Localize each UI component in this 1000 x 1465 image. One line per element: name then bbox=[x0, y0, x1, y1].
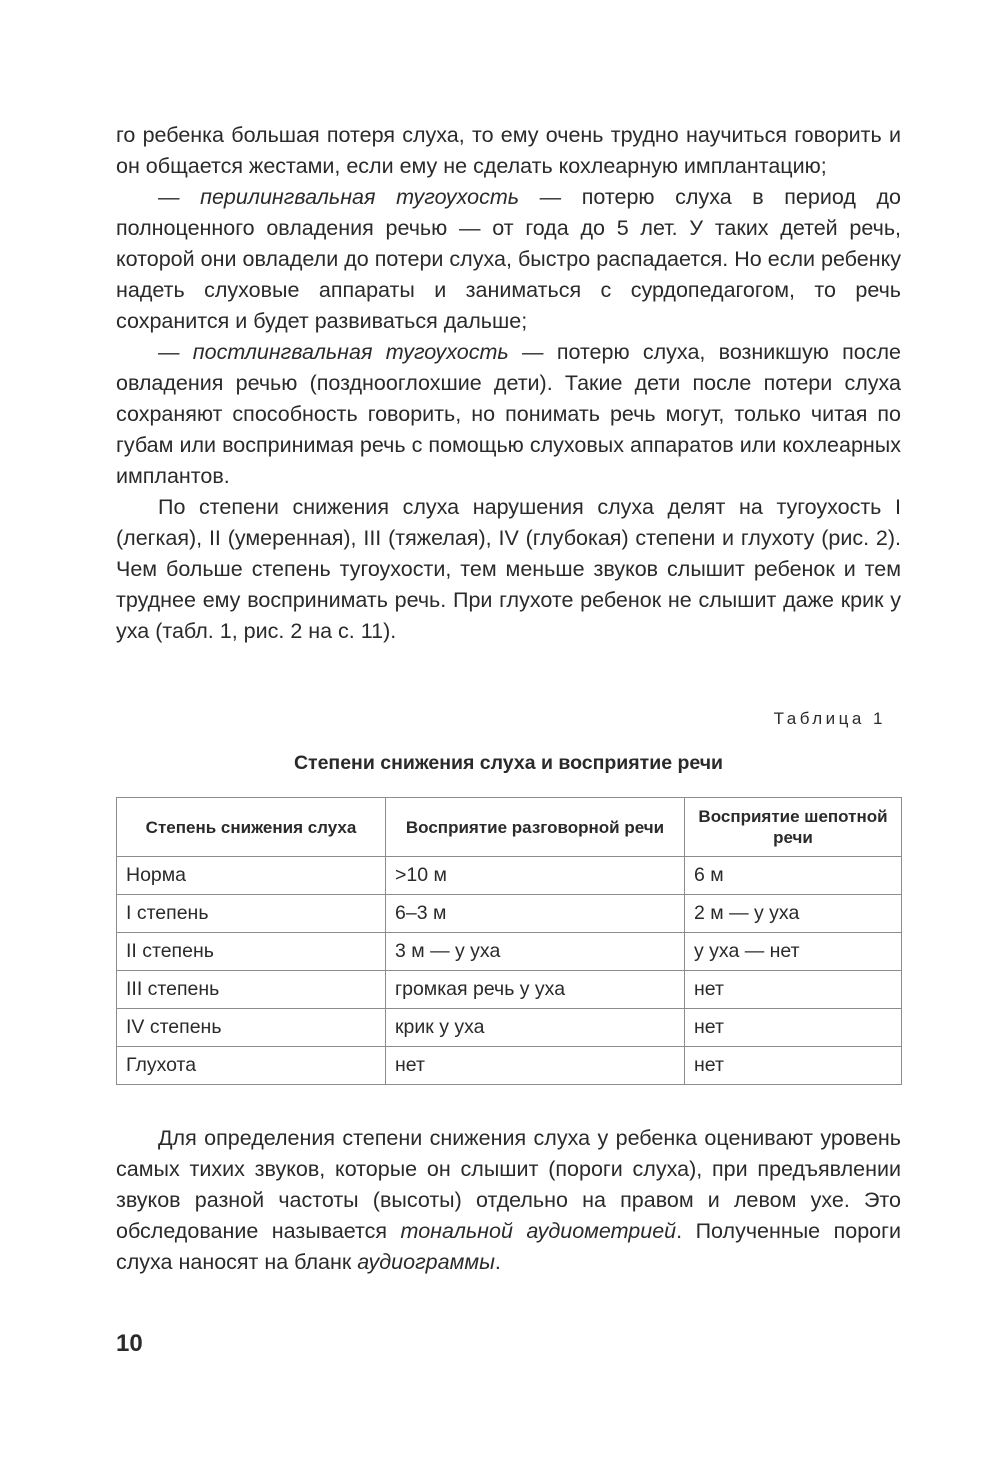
paragraph bbox=[116, 1123, 901, 1278]
text-segment: — потерю слуха в период до полноценного овладения речью — от года до 5 лет. У таких детей речь, которой они овладели до потери слуха, быстро распадается. Но если ребенку надеть слуховые аппараты и заниматься с сурдопедагогом, то речь сохранится и будет развиваться дальше; bbox=[116, 185, 901, 333]
table-cell: 2 м — у уха bbox=[685, 895, 902, 933]
term-italic: аудиограммы bbox=[357, 1250, 495, 1274]
table-row bbox=[117, 1047, 902, 1085]
table-label: Таблица 1 bbox=[773, 709, 886, 728]
text-segment: — bbox=[158, 185, 201, 209]
table-cell: II степень bbox=[117, 933, 386, 971]
paragraph bbox=[116, 120, 901, 182]
term-italic: постлингвальная тугоухость bbox=[192, 340, 509, 364]
table-cell: нет bbox=[685, 1047, 902, 1085]
term-italic: тональной аудиометрией bbox=[400, 1219, 677, 1243]
table-cell: нет bbox=[386, 1047, 685, 1085]
column-header: Восприятие разговорной речи bbox=[386, 798, 685, 857]
table-cell: у уха — нет bbox=[685, 933, 902, 971]
table-cell: нет bbox=[685, 971, 902, 1009]
text-segment: . Полученные пороги слуха наносят на бланк bbox=[116, 1219, 901, 1274]
table-row bbox=[117, 933, 902, 971]
paragraph bbox=[116, 492, 901, 647]
text-block-top bbox=[116, 120, 901, 647]
table-cell: I степень bbox=[117, 895, 386, 933]
table-row bbox=[117, 1009, 902, 1047]
table-title: Степени снижения слуха и восприятие речи bbox=[293, 752, 724, 774]
table-cell: 6 м bbox=[685, 857, 902, 895]
table-row bbox=[117, 971, 902, 1009]
table-cell: IV степень bbox=[117, 1009, 386, 1047]
hearing-loss-table bbox=[116, 797, 902, 1085]
table-cell: Норма bbox=[117, 857, 386, 895]
page-number: 10 bbox=[116, 1330, 143, 1357]
text-segment: . bbox=[494, 1250, 501, 1274]
table-cell: 3 м — у уха bbox=[386, 933, 685, 971]
table-row bbox=[117, 895, 902, 933]
table-cell: III степень bbox=[117, 971, 386, 1009]
text-segment: Для определения степени снижения слуха у ребенка оценивают уровень самых тихих звуков, которые он слышит (пороги слуха), при предъявлении звуков разной частоты (высоты) отдельно на правом и левом ухе. Это обследование называется bbox=[116, 1126, 901, 1243]
table-row bbox=[117, 857, 902, 895]
text-segment: По степени снижения слуха нарушения слуха делят на тугоухость I (легкая), II (умеренная), III (тяжелая), IV (глубокая) степени и глухоту (рис. 2). Чем больше степень тугоухости, тем меньше звуков слышит ребенок и тем труднее ему воспринимать речь. При глухоте ребенок не слышит даже крик у уха (табл. 1, рис. 2 на с. 11). bbox=[116, 495, 901, 643]
text-segment: го ребенка большая потеря слуха, то ему очень трудно научиться говорить и он общается жестами, если ему не сделать кохлеарную имплантацию; bbox=[116, 123, 901, 178]
table-cell: >10 м bbox=[386, 857, 685, 895]
table-cell: 6–3 м bbox=[386, 895, 685, 933]
text-block-bottom bbox=[116, 1123, 901, 1278]
text-segment: — bbox=[158, 340, 193, 364]
column-header: Степень снижения слуха bbox=[117, 798, 386, 857]
term-italic: перилингвальная тугоухость bbox=[200, 185, 520, 209]
text-segment: — потерю слуха, возникшую после овладения речью (позднооглохшие дети). Такие дети после потери слуха сохраняют способность говорить, но понимать речь могут, только читая по губам или воспринимая речь с помощью слуховых аппаратов или кохлеарных имплантов. bbox=[116, 340, 901, 488]
paragraph bbox=[116, 337, 901, 492]
table-cell: Глухота bbox=[117, 1047, 386, 1085]
table-cell: крик у уха bbox=[386, 1009, 685, 1047]
table-cell: нет bbox=[685, 1009, 902, 1047]
column-header: Восприятие шепотной речи bbox=[685, 798, 902, 857]
table-cell: громкая речь у уха bbox=[386, 971, 685, 1009]
paragraph bbox=[116, 182, 901, 337]
table-header-row bbox=[117, 798, 902, 857]
